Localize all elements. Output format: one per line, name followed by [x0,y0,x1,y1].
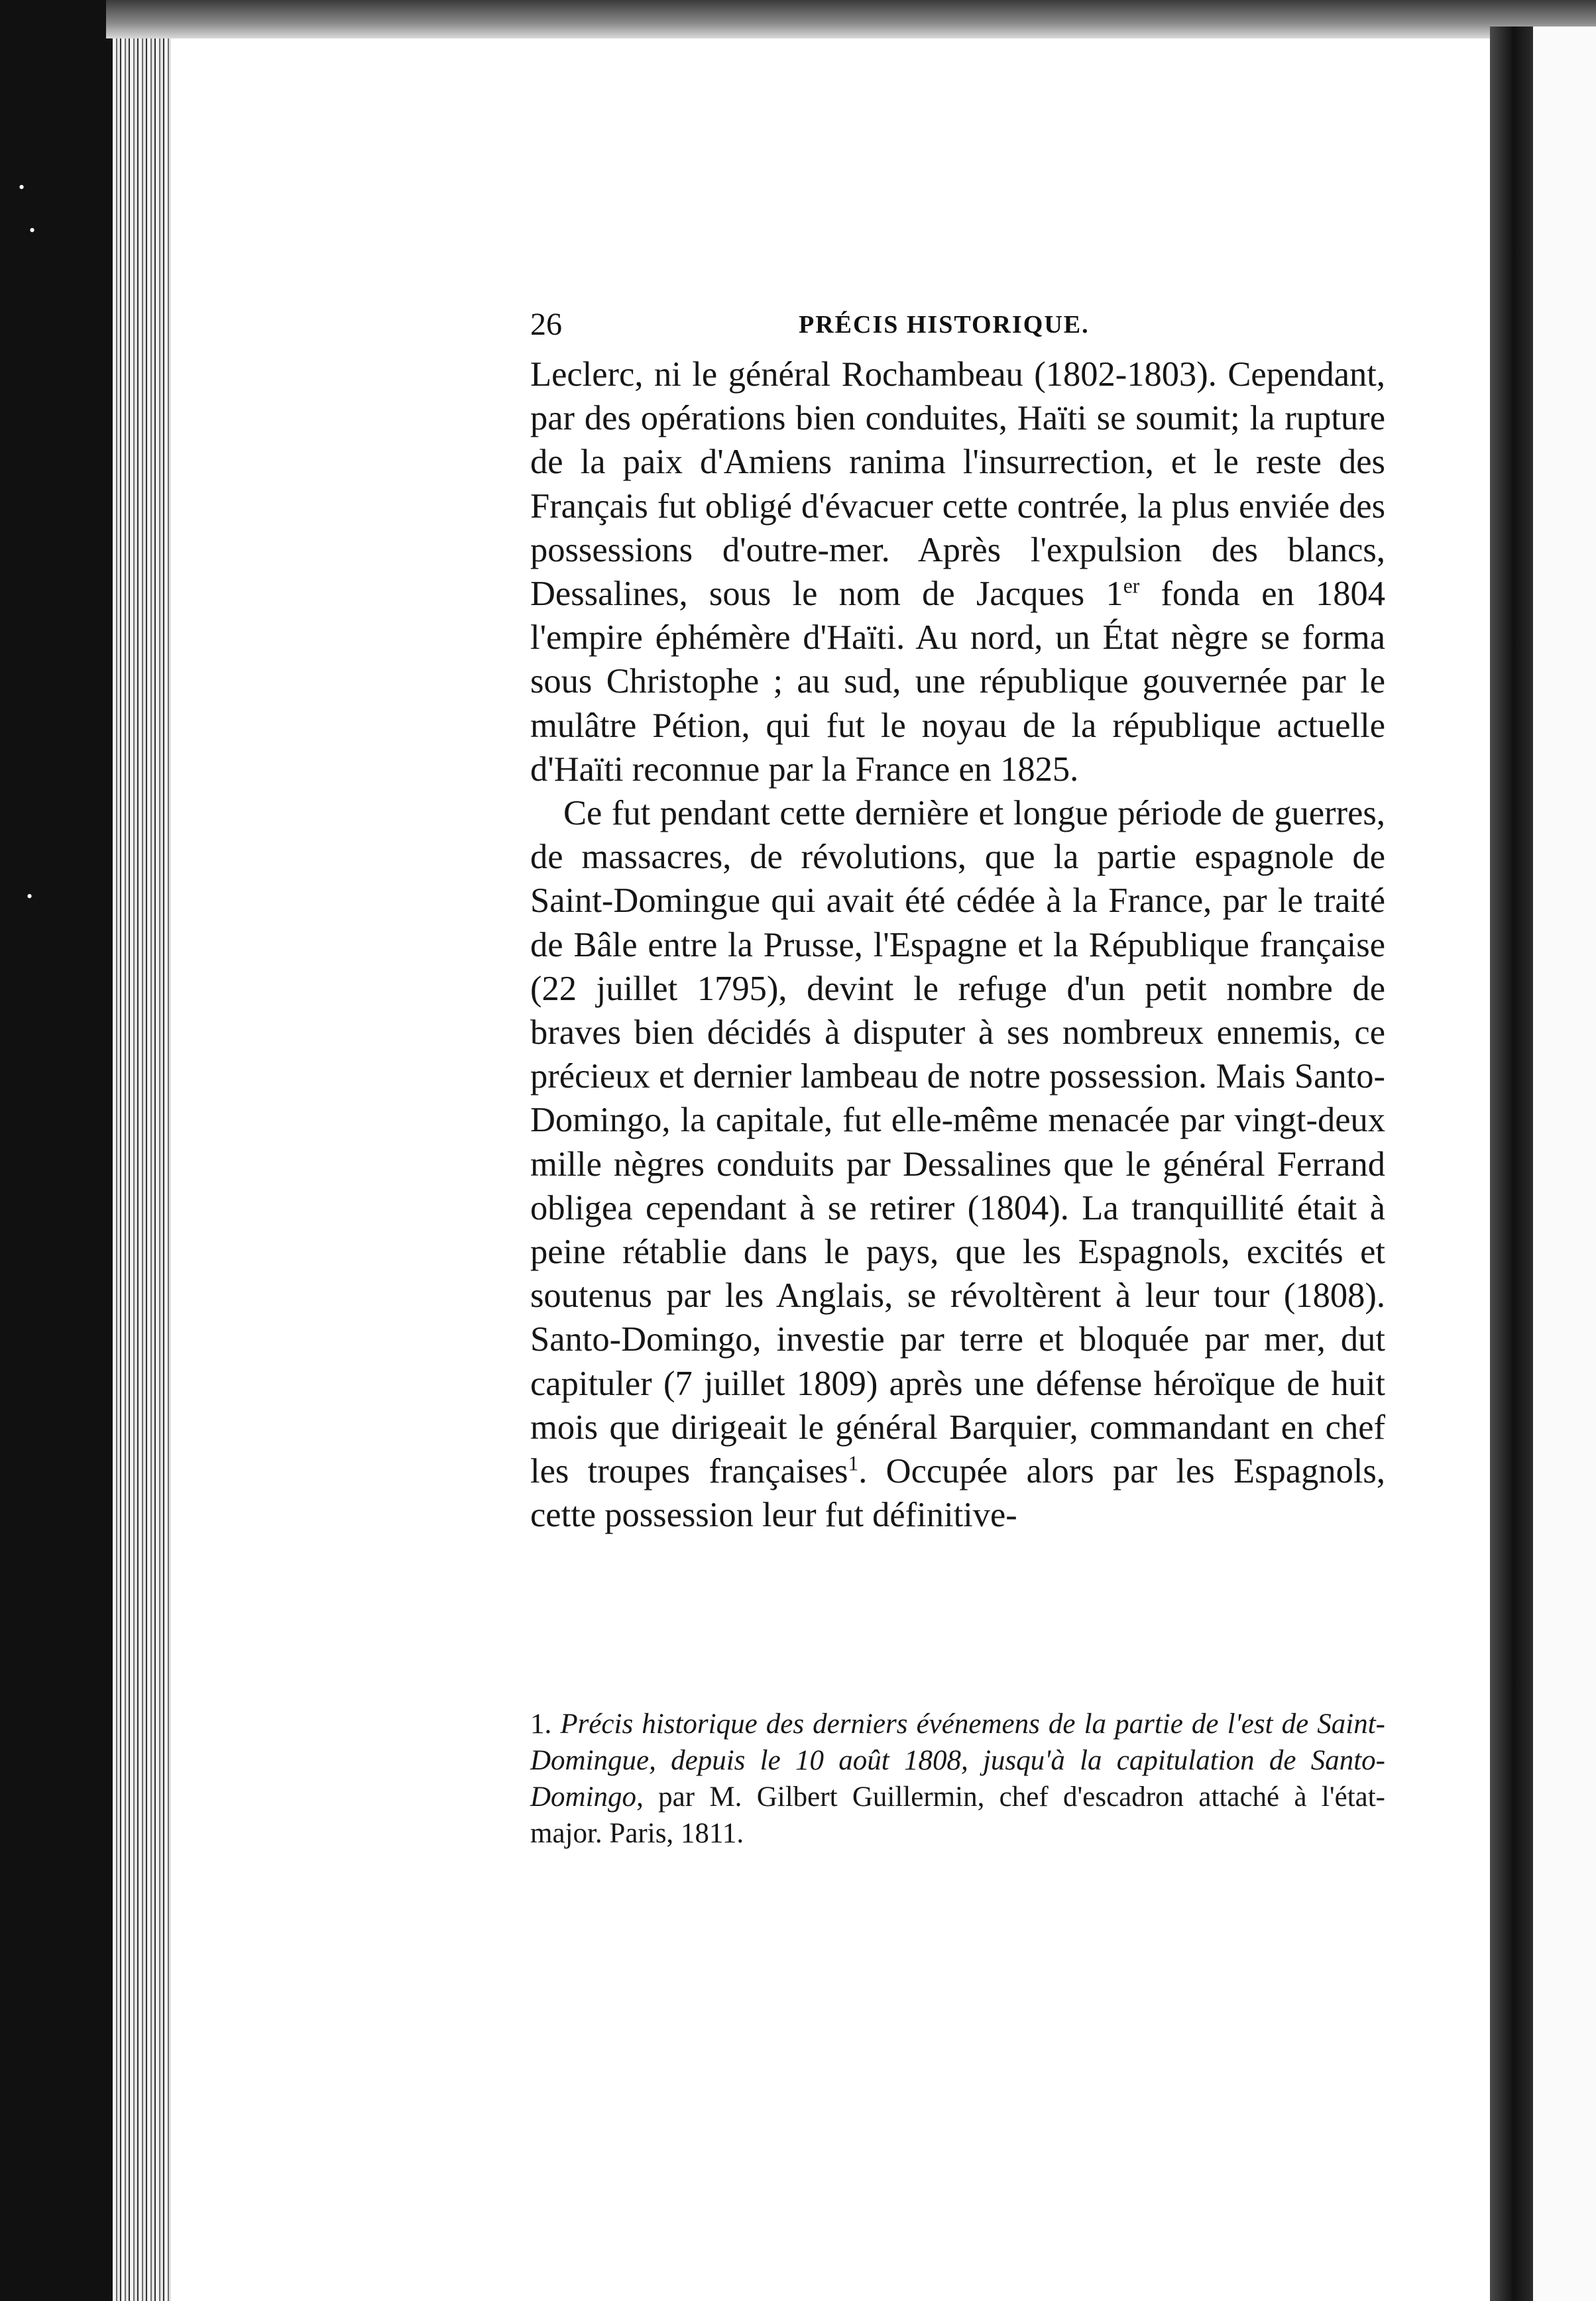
paragraph-text: Ce fut pendant cette dernière et longue période de guerres, de massacres, de révolutions, que la partie espagnole de Saint-Domingue qui avait été cédée à la France, par le traité de Bâle entre la Prusse, l'Espagne et la République française (22 juillet 1795), devint le refuge d'un petit nombre de braves bien décidés à disputer à ses nombreux ennemis, ce précieux et dernier lambeau de notre possession. Mais Santo-Domingo, la capitale, fut elle-même menacée par vingt-deux mille nègres conduits par Dessalines que le général Ferrand obligea cependant à se retirer (1804). La tranquillité était à peine rétablie dans le pays, que les Espagnols, excités et soutenus par les Anglais, se révoltèrent à leur tour (1808). Santo-Domingo, investie par terre et bloquée par mer, dut capituler (7 juillet 1809) après une défense héroïque de huit mois que dirigeait le général Barquier, commandant en chef les troupes françaises [530,794,1385,1491]
paragraph [530,791,1385,1537]
facing-page-edge [1533,27,1596,2301]
paragraph-text: . Occupée alors par les Espagnols, cette possession leur fut définitive- [530,1452,1385,1535]
footnote [530,1706,1385,1852]
scan-speck: • [19,178,25,197]
scan-speck: • [29,221,36,240]
page-header [530,306,1385,346]
superscript: er [1123,574,1140,598]
footnote-citation: , par M. Gilbert Guillermin, chef d'escadron attaché à l'état-major. Paris, 1811. [530,1781,1385,1849]
page-number: 26 [530,307,562,342]
running-head: PRÉCIS HISTORIQUE. [799,311,1090,339]
paragraph-text: Leclerc, ni le général Rochambeau (1802-1803). Cependant, par des opérations bien conduites, Haïti se soumit; la rupture de la paix d'Amiens ranima l'insurrection, et le reste des Français fut obligé d'évacuer cette contrée, la plus enviée des possessions d'outre-mer. Après l'expulsion des blancs, Dessalines, sous le nom de Jacques 1 [530,355,1385,614]
footnote-reference: 1 [848,1451,859,1475]
footnote-marker: 1. [530,1709,561,1740]
scan-top-border [106,0,1596,38]
paragraph-text: fonda en 1804 l'empire éphémère d'Haïti. Au nord, un État nègre se forma sous Christophe ; au sud, une république gouvernée par le mulâtre Pétion, qui fut le noyau de la république actuelle d'Haïti reconnue par la France en 1825. [530,575,1385,789]
body-text [530,353,1385,1537]
previous-page-edge [0,0,126,2301]
scan-speck: • [27,887,33,906]
binding-gutter [1490,27,1533,2301]
paragraph [530,353,1385,791]
page-stack-edges [113,27,176,2301]
footnote-title: Précis historique des derniers événemens de la partie de l'est de Saint-Domingue, depuis le 10 août 1808, jusqu'à la capitulation de Santo-Domingo [530,1709,1385,1813]
